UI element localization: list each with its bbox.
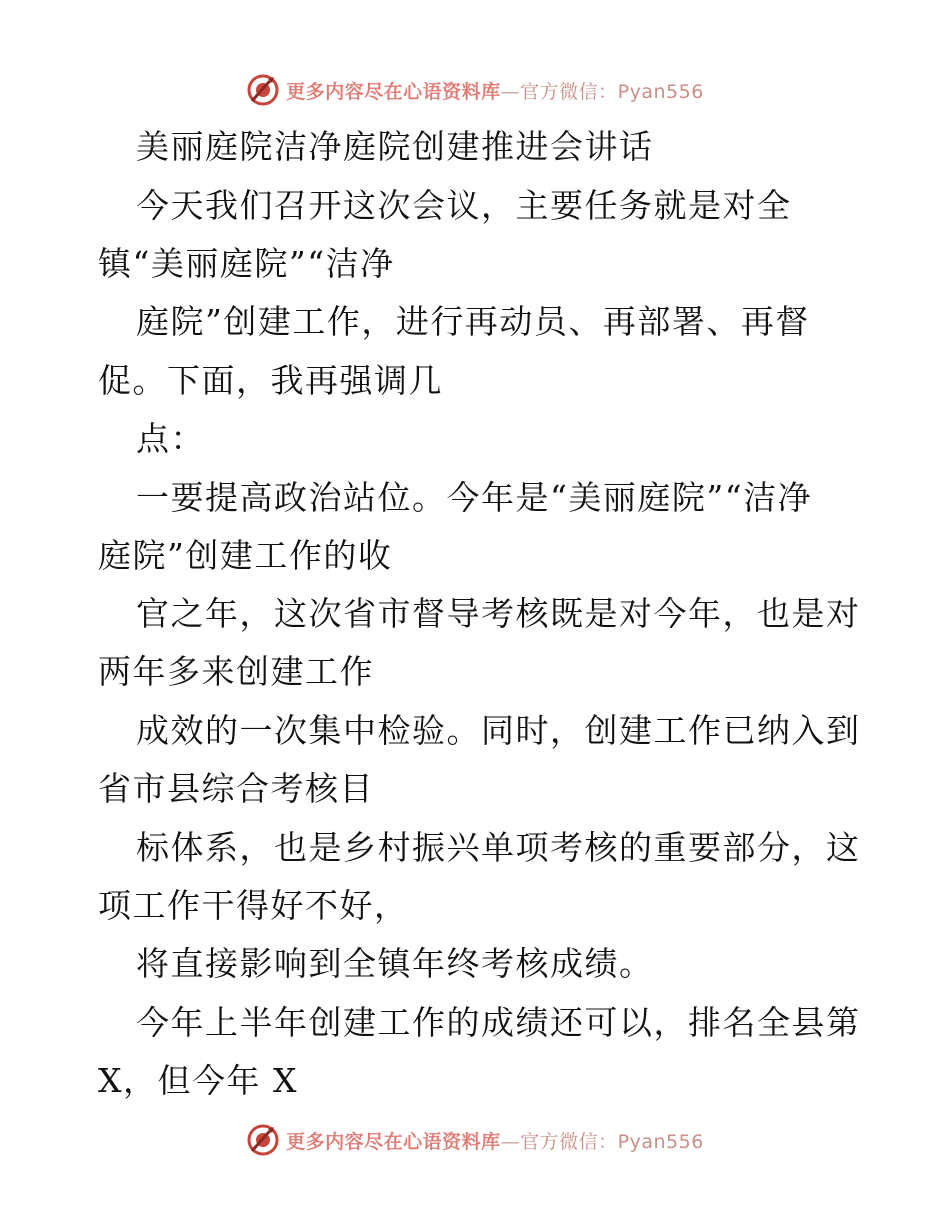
text-line: X，但今年 X	[98, 1061, 298, 1100]
banner-text	[286, 1127, 704, 1154]
text-line: 两年多来创建工作	[98, 652, 374, 691]
text-line: 庭院”创建工作的收	[98, 536, 393, 575]
footer-banner	[0, 1120, 950, 1160]
document-title: 美丽庭院洁净庭院创建推进会讲话	[136, 127, 654, 166]
banner-dash: —	[500, 1130, 521, 1153]
text-line: 成效的一次集中检验。同时，创建工作已纳入到	[136, 711, 861, 750]
text-line: 官之年，这次省市督导考核既是对今年，也是对	[136, 594, 861, 633]
text-line: 一要提高政治站位。今年是“美丽庭院”“洁净	[136, 478, 813, 517]
text-line: 点：	[136, 419, 205, 458]
banner-wechat-text: 官方微信：Pyan556	[520, 1130, 704, 1153]
text-line: 镇“美丽庭院”“洁净	[98, 244, 395, 283]
library-logo-icon	[246, 1123, 280, 1157]
text-line: 今年上半年创建工作的成绩还可以，排名全县第	[136, 1003, 861, 1042]
text-line: 庭院”创建工作，进行再动员、再部署、再督	[136, 302, 810, 341]
banner-dash: —	[500, 80, 521, 103]
text-line: 促。下面，我再强调几	[98, 361, 443, 400]
text-line: 今天我们召开这次会议，主要任务就是对全	[136, 186, 792, 225]
text-line: 将直接影响到全镇年终考核成绩。	[136, 944, 654, 983]
text-line: 项工作干得好不好，	[98, 886, 409, 925]
banner-library-text: 更多内容尽在心语资料库	[286, 1130, 501, 1153]
text-line: 标体系，也是乡村振兴单项考核的重要部分，这	[136, 828, 861, 867]
banner-wechat-text: 官方微信：Pyan556	[520, 80, 704, 103]
text-line: 省市县综合考核目	[98, 769, 374, 808]
banner-library-text: 更多内容尽在心语资料库	[286, 80, 501, 103]
